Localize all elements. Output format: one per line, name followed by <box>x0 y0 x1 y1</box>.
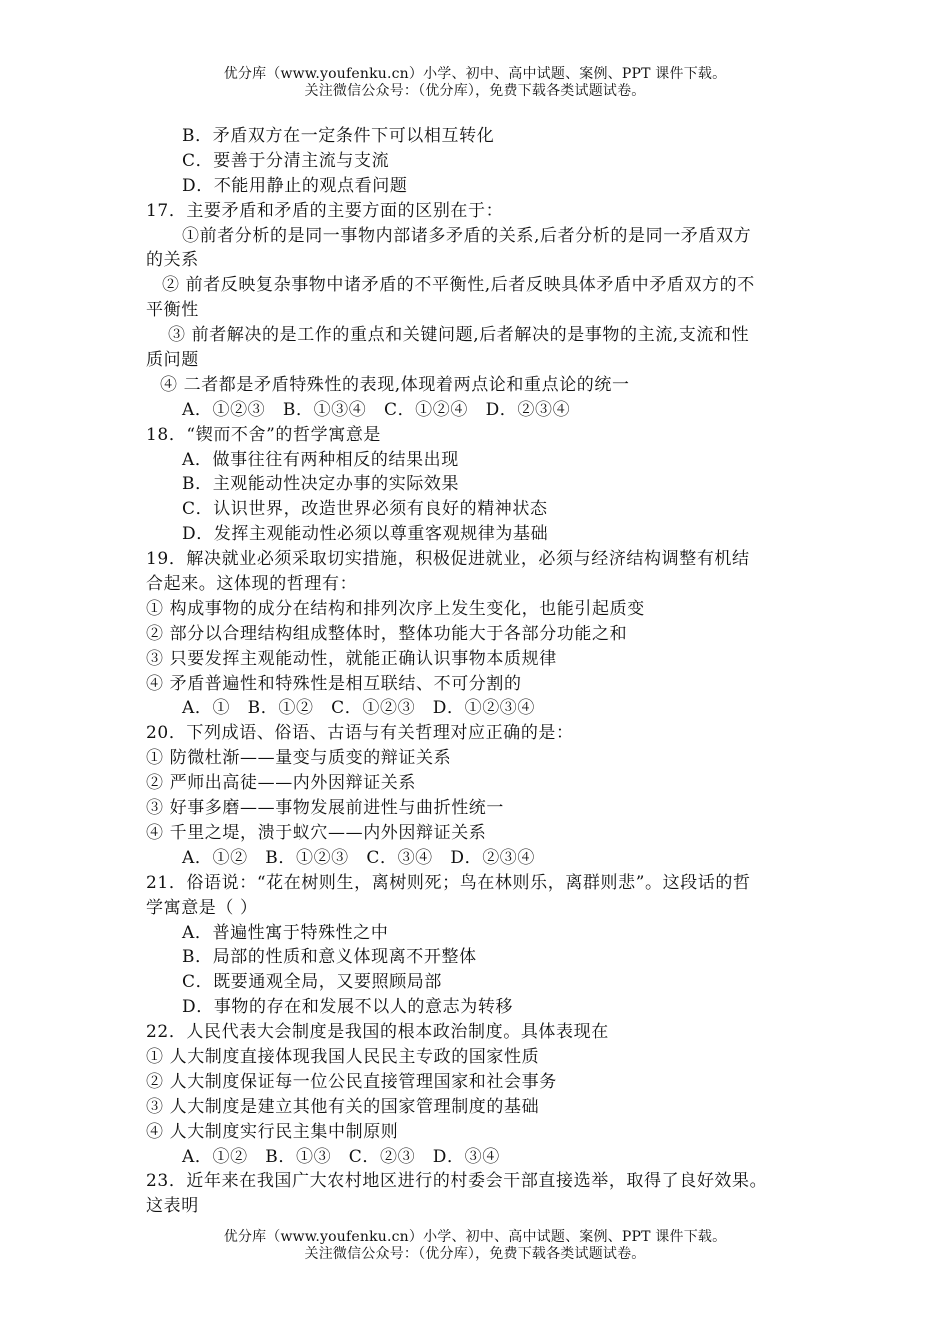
q20-item-4: ④ 千里之堤，溃于蚁穴——内外因辩证关系 <box>146 822 487 843</box>
q17-item-1-cont: 的关系 <box>146 250 199 271</box>
header-line-2: 关注微信公众号：（优分库），免费下载各类试题试卷。 <box>304 83 646 99</box>
q16-option-d: D．不能用静止的观点看问题 <box>182 175 408 196</box>
q17-item-2-cont: 平衡性 <box>146 300 199 321</box>
q19-stem-cont: 合起来。这体现的哲理有： <box>146 574 358 595</box>
q17-item-2: ② 前者反映复杂事物中诸矛盾的不平衡性,后者反映具体矛盾中矛盾双方的不 <box>162 275 755 296</box>
q21-option-a: A．普遍性寓于特殊性之中 <box>182 922 389 943</box>
q21-option-d: D．事物的存在和发展不以人的意志为转移 <box>182 997 514 1018</box>
q21-stem: 21．俗语说：“花在树则生，离树则死；鸟在林则乐，离群则悲”。这段话的哲 <box>146 872 751 893</box>
footer-line-2: 关注微信公众号：（优分库），免费下载各类试题试卷。 <box>304 1246 646 1262</box>
q21-option-b: B．局部的性质和意义体现离不开整体 <box>182 947 477 968</box>
q16-option-c: C．要善于分清主流与支流 <box>182 150 390 171</box>
q22-stem: 22．人民代表大会制度是我国的根本政治制度。具体表现在 <box>146 1022 609 1043</box>
q19-item-2: ② 部分以合理结构组成整体时，整体功能大于各部分功能之和 <box>146 623 628 644</box>
q17-item-4: ④ 二者都是矛盾特殊性的表现,体现着两点论和重点论的统一 <box>160 374 630 395</box>
q20-item-3: ③ 好事多磨——事物发展前进性与曲折性统一 <box>146 798 505 819</box>
q20-stem: 20．下列成语、俗语、古语与有关哲理对应正确的是： <box>146 723 574 744</box>
q22-options: A．①② B．①③ C．②③ D．③④ <box>182 1146 500 1167</box>
q19-item-1: ① 构成事物的成分在结构和排列次序上发生变化，也能引起质变 <box>146 598 645 619</box>
footer-line-1: 优分库（www.youfenku.cn）小学、初中、高中试题、案例、PPT 课件下载。 <box>223 1229 727 1245</box>
q19-options: A．① B．①② C．①②③ D．①②③④ <box>182 698 536 719</box>
q20-item-2: ② 严师出高徒——内外因辩证关系 <box>146 773 417 794</box>
page-footer <box>0 1229 950 1263</box>
q22-item-2: ② 人大制度保证每一位公民直接管理国家和社会事务 <box>146 1071 557 1092</box>
q19-item-3: ③ 只要发挥主观能动性，就能正确认识事物本质规律 <box>146 648 557 669</box>
q18-option-b: B．主观能动性决定办事的实际效果 <box>182 474 460 495</box>
q20-options: A．①② B．①②③ C．③④ D．②③④ <box>182 847 536 868</box>
q22-item-4: ④ 人大制度实行民主集中制原则 <box>146 1121 399 1142</box>
q18-option-a: A．做事往往有两种相反的结果出现 <box>182 449 459 470</box>
q17-options: A．①②③ B．①③④ C．①②④ D．②③④ <box>182 399 571 420</box>
q20-item-1: ① 防微杜渐——量变与质变的辩证关系 <box>146 748 452 769</box>
q22-item-1: ① 人大制度直接体现我国人民民主专政的国家性质 <box>146 1046 540 1067</box>
page-header <box>0 66 950 100</box>
q17-item-3-cont: 质问题 <box>146 350 199 371</box>
q23-stem: 23．近年来在我国广大农村地区进行的村委会干部直接选举，取得了良好效果。 <box>146 1171 768 1192</box>
q23-stem-cont: 这表明 <box>146 1196 199 1217</box>
q18-option-c: C．认识世界，改造世界必须有良好的精神状态 <box>182 499 548 520</box>
q16-option-b: B．矛盾双方在一定条件下可以相互转化 <box>182 126 495 146</box>
q22-item-3: ③ 人大制度是建立其他有关的国家管理制度的基础 <box>146 1096 540 1117</box>
q18-option-d: D．发挥主观能动性必须以尊重客观规律为基础 <box>182 524 549 545</box>
q19-stem: 19．解决就业必须采取切实措施，积极促进就业，必须与经济结构调整有机结 <box>146 549 750 570</box>
q18-stem: 18．“锲而不舍”的哲学寓意是 <box>146 424 382 445</box>
q17-item-1: ①前者分析的是同一事物内部诸多矛盾的关系,后者分析的是同一矛盾双方 <box>182 225 752 246</box>
document-body <box>146 124 821 1219</box>
header-line-1: 优分库（www.youfenku.cn）小学、初中、高中试题、案例、PPT 课件下载。 <box>223 66 727 82</box>
q19-item-4: ④ 矛盾普遍性和特殊性是相互联结、不可分割的 <box>146 673 522 694</box>
q17-item-3: ③ 前者解决的是工作的重点和关键问题,后者解决的是事物的主流,支流和性 <box>168 325 750 346</box>
q21-stem-cont: 学寓意是（ ） <box>146 897 258 918</box>
q21-option-c: C．既要通观全局，又要照顾局部 <box>182 972 443 993</box>
q17-stem: 17．主要矛盾和矛盾的主要方面的区别在于： <box>146 200 504 221</box>
